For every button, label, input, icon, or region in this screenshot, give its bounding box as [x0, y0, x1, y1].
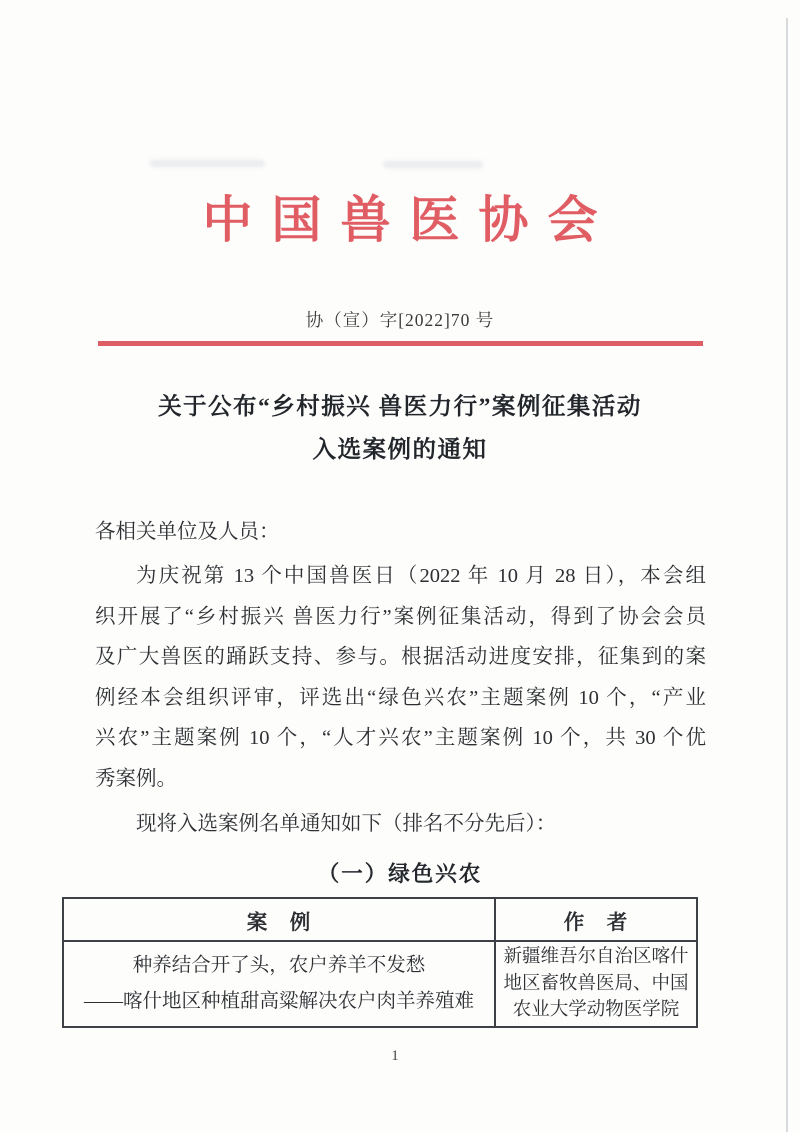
- scan-smudge: [383, 161, 483, 168]
- case-cell: [63, 941, 495, 1027]
- body-line: 兴农”主题案例 10 个，“人才兴农”主题案例 10 个，共 30 个优: [95, 727, 706, 749]
- table-header-author: 作 者: [495, 898, 697, 941]
- notice-title-line1: 关于公布“乡村振兴 兽医力行”案例征集活动: [158, 394, 642, 420]
- case-title-line: 种养结合开了头，农户养羊不发愁: [132, 954, 426, 976]
- red-divider-rule: [98, 341, 703, 346]
- body-paragraph-1: [95, 556, 706, 799]
- section-heading-green-agriculture: （一）绿色兴农: [317, 862, 483, 886]
- author-line: 农业大学动物医学院: [512, 1000, 680, 1020]
- case-subtitle-line: ——喀什地区种植甜高粱解决农户肉羊养殖难: [83, 990, 474, 1012]
- table-header-row: [63, 898, 697, 941]
- body-line: 织开展了“乡村振兴 兽医力行”案例征集活动，得到了协会会员: [95, 605, 706, 628]
- author-line: 新疆维吾尔自治区喀什: [503, 947, 689, 967]
- author-cell: [495, 941, 697, 1027]
- case-table: [62, 897, 698, 1028]
- organization-title: 中国兽医协会: [202, 192, 617, 248]
- notice-title: [0, 386, 800, 472]
- page-number: 1: [391, 1048, 399, 1064]
- salutation: 各相关单位及人员：: [95, 521, 280, 543]
- table-header-case: 案 例: [63, 898, 495, 941]
- body-line: 为庆祝第 13 个中国兽医日（2022 年 10 月 28 日），本会组: [136, 565, 706, 587]
- author-line: 地区畜牧兽医局、中国: [503, 973, 689, 994]
- notice-title-line2: 入选案例的通知: [312, 437, 488, 463]
- body-line: 例经本会组织评审，评选出“绿色兴农”主题案例 10 个，“产业: [95, 686, 706, 709]
- scan-smudge: [150, 160, 265, 167]
- body-line: 及广大兽医的踊跃支持、参与。根据活动进度安排，征集到的案: [95, 646, 706, 668]
- table-row: [63, 941, 697, 1027]
- document-number: 协（宣）字[2022]70 号: [305, 310, 495, 330]
- body-paragraph-2: 现将入选案例名单通知如下（排名不分先后）：: [136, 813, 557, 835]
- body-line: 秀案例。: [95, 767, 177, 790]
